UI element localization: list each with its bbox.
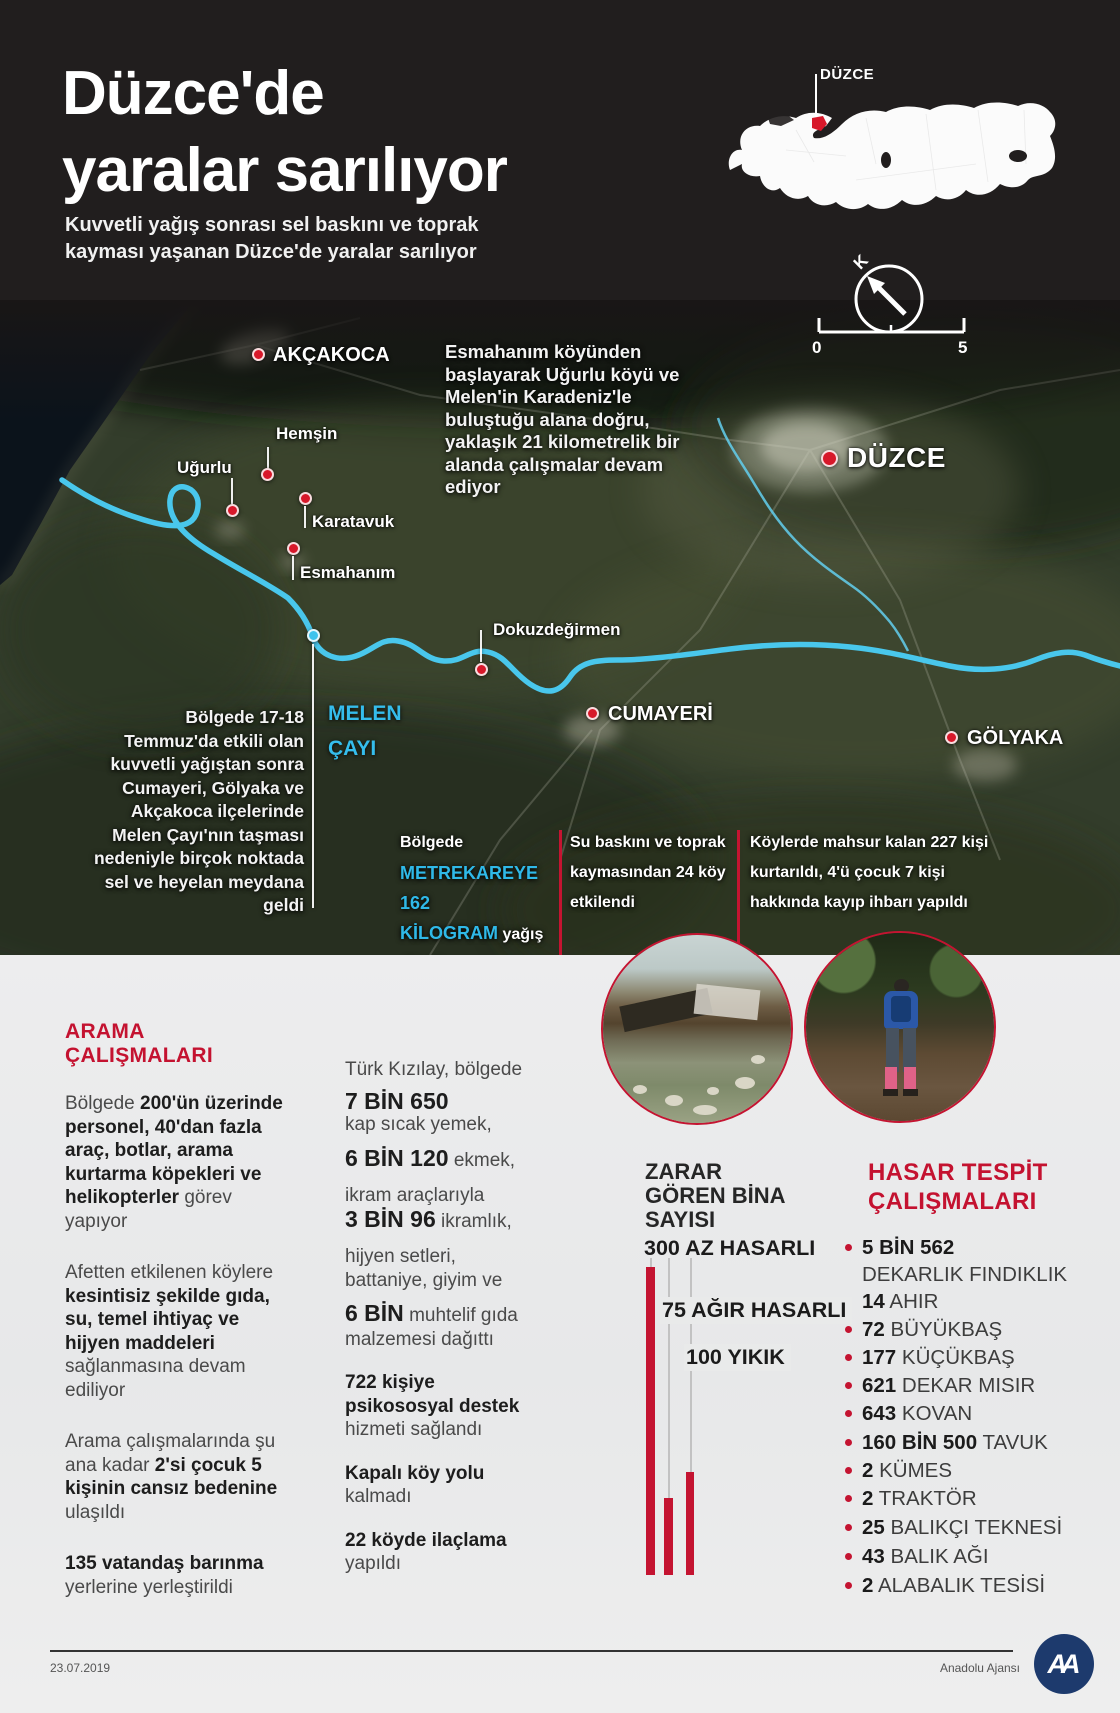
melen-cayi-label-line2: ÇAYI xyxy=(328,737,377,760)
compass-north-label: K xyxy=(849,250,872,274)
bar-yikik xyxy=(686,1472,694,1575)
rainfall-stat-highlight2: KİLOGRAM xyxy=(400,923,498,943)
scale-bar xyxy=(810,314,980,366)
duzce-locator-label: DÜZCE xyxy=(820,66,875,83)
kizilay-p1: 7 BİN 650 kap sıcak yemek, xyxy=(345,1087,492,1135)
chart-title: ZARAR GÖREN BİNA SAYISI xyxy=(645,1159,786,1232)
rainfall-stat-line3 xyxy=(400,918,570,950)
place-label-duzce: DÜZCE xyxy=(847,442,946,473)
bullet-icon xyxy=(845,1495,852,1502)
footer-rule xyxy=(50,1650,1013,1652)
turkey-inset-map xyxy=(726,60,1056,230)
footer-credit: Anadolu Ajansı xyxy=(939,1661,1020,1675)
rescue-photo xyxy=(804,931,996,1123)
map-marker-dot-akcakoca xyxy=(252,348,265,361)
rainfall-stat-rest: yağış xyxy=(498,926,544,943)
scale-end-label: 5 xyxy=(958,338,968,357)
leader-line-esmahanim xyxy=(292,556,294,580)
kizilay-intro: Türk Kızılay, bölgede xyxy=(345,1059,523,1080)
bullet-icon xyxy=(845,1244,852,1251)
map-marker-dot-esmahanim xyxy=(287,542,300,555)
search-ops-p4: 135 vatandaş barınma yerlerine yerleştirildi xyxy=(65,1553,264,1598)
place-label-esmahanim: Esmahanım xyxy=(300,563,396,582)
map-marker-dot-duzce xyxy=(821,450,838,467)
damage-item-2: 72 BÜYÜKBAŞ xyxy=(845,1318,1115,1342)
kizilay-p2: 6 BİN 120 ekmek, xyxy=(345,1144,516,1171)
damage-item-5: 643 KOVAN xyxy=(845,1402,1115,1426)
place-label-karatavuk: Karatavuk xyxy=(312,512,395,531)
b bullet-icon xyxy=(845,1582,852,1589)
map-marker-dot-golyaka xyxy=(945,731,958,744)
leader-line-ugurlu xyxy=(231,478,233,504)
bullet-icon xyxy=(845,1467,852,1474)
kizilay-p5: 6 BİN muhtelif gıda malzemesi dağıttı xyxy=(345,1300,518,1350)
search-ops-p3: Arama çalışmalarında şu ana kadar 2'si çocuk 5 kişinin cansız bedenine ulaşıldı xyxy=(65,1431,278,1523)
bullet-icon xyxy=(845,1354,852,1361)
kizilay-p8: 22 köyde ilaçlama yapıldı xyxy=(345,1529,507,1574)
map-marker-dot-karatavuk xyxy=(299,492,312,505)
place-label-cumayeri: CUMAYERİ xyxy=(608,703,713,725)
kizilay-section xyxy=(345,1058,535,1576)
damage-item-9: 25 BALIKÇI TEKNESİ xyxy=(845,1516,1115,1540)
affected-villages-stat: Su baskını ve toprak kaymasından 24 köy etkilendi xyxy=(570,834,726,911)
damage-item-6: 160 BİN 500 TAVUK xyxy=(845,1431,1115,1455)
footer-date: 23.07.2019 xyxy=(50,1661,111,1675)
aa-logo xyxy=(1034,1634,1094,1694)
flood-note: Bölgede 17-18 Temmuz'da etkili olan kuvvetli yağıştan sonra Cumayeri, Gölyaka ve Akçakoca ilçelerinde Melen Çayı'nın taşması nedeniyle birçok noktada sel ve heyelan meydana geldi xyxy=(93,707,304,915)
bar-label-yikik: 100 YIKIK xyxy=(684,1344,791,1371)
bar-label-agir: 75 AĞIR HASARLI xyxy=(660,1297,852,1324)
search-ops-p1: Bölgede 200'ün üzerinde personel, 40'dan fazla araç, botlar, arama kurtarma köpekleri ve helikopterler görev yapıyor xyxy=(65,1093,283,1232)
rainfall-stat-line1: Bölgede xyxy=(400,834,464,851)
damage-assessment-heading: HASAR TESPİT ÇALIŞMALARI xyxy=(868,1159,1048,1215)
bullet-icon xyxy=(845,1326,852,1333)
search-ops-p2: Afetten etkilenen köylere kesintisiz şekilde gıda, su, temel ihtiyaç ve hijyen maddeleri sağlanmasına devam ediliyor xyxy=(65,1262,274,1401)
page-title-line1: Düzce'de xyxy=(62,59,324,128)
map-marker-dot-dokuzdegirmen xyxy=(475,663,488,676)
bullet-icon xyxy=(845,1553,852,1560)
damage-item-8: 2 TRAKTÖR xyxy=(845,1487,1115,1511)
map-marker-dot-cumayeri xyxy=(586,707,599,720)
bar-az xyxy=(646,1267,655,1575)
damage-item-4: 621 DEKAR MISIR xyxy=(845,1374,1115,1398)
kizilay-p6: 722 kişiye psikososyal destek hizmeti sağlandı xyxy=(345,1372,520,1440)
lake-van xyxy=(1009,150,1027,162)
place-label-golyaka: GÖLYAKA xyxy=(967,727,1064,749)
scale-start-label: 0 xyxy=(812,338,822,357)
bullet-icon xyxy=(845,1382,852,1389)
kizilay-p7: Kapalı köy yolu kalmadı xyxy=(345,1462,485,1507)
bar-agir xyxy=(664,1498,673,1575)
kizilay-p4: hijyen setleri, battaniye, giyim ve xyxy=(345,1246,503,1291)
melen-cayi-dot xyxy=(307,629,320,642)
damage-item-0: 5 BİN 562 DEKARLIK FINDIKLIK xyxy=(845,1236,1115,1287)
bullet-icon xyxy=(845,1524,852,1531)
lake-tuz xyxy=(881,152,891,168)
search-ops-heading: ARAMA ÇALIŞMALARI xyxy=(65,1020,213,1067)
page-subtitle: Kuvvetli yağış sonrası sel baskını ve toprak kayması yaşanan Düzce'de yaralar sarılıyor xyxy=(65,214,479,263)
melen-cayi-line xyxy=(312,644,314,908)
place-label-dokuzdegirmen: Dokuzdeğirmen xyxy=(493,620,621,639)
kizilay-p3: ikram araçlarıyla 3 BİN 96 ikramlık, xyxy=(345,1185,512,1232)
search-ops-section xyxy=(65,1020,293,1599)
place-label-akcakoca: AKÇAKOCA xyxy=(273,344,390,366)
bullet-icon xyxy=(845,1410,852,1417)
place-label-hemsin: Hemşin xyxy=(276,424,338,443)
damage-item-11: 2 ALABALIK TESİSİ xyxy=(845,1574,1115,1598)
damage-item-10: 43 BALIK AĞI xyxy=(845,1545,1115,1569)
flood-photo xyxy=(601,933,793,1125)
damage-item-7: 2 KÜMES xyxy=(845,1459,1115,1483)
rescued-stat: Köylerde mahsur kalan 227 kişi kurtarıldı, 4'ü çocuk 7 kişi hakkında kayıp ihbarı yapıldı xyxy=(750,834,989,911)
page-title xyxy=(62,55,507,209)
leader-line-dokuzdegirmen xyxy=(480,630,482,662)
damage-item-3: 177 KÜÇÜKBAŞ xyxy=(845,1346,1115,1370)
page-title-line2: yaralar sarılıyor xyxy=(62,136,507,205)
damage-item-1: 14 AHIR xyxy=(845,1290,1115,1314)
place-label-ugurlu: Uğurlu xyxy=(177,458,232,477)
map-marker-dot-hemsin xyxy=(261,468,274,481)
rainfall-stat-highlight1: METREKAREYE 162 xyxy=(400,863,539,913)
aa-logo-text: AA xyxy=(1047,1648,1075,1679)
map-marker-dot-ugurlu xyxy=(226,504,239,517)
bar-label-az: 300 AZ HASARLI xyxy=(644,1236,816,1260)
leader-line-karatavuk xyxy=(304,506,306,528)
bullet-icon xyxy=(845,1439,852,1446)
melen-cayi-label-line1: MELEN xyxy=(328,702,402,725)
route-note: Esmahanım köyünden başlayarak Uğurlu köyü ve Melen'in Karadeniz'le buluştuğu alana doğru, yaklaşık 21 kilometrelik bir alanda çalışmalar devam ediyor xyxy=(445,341,680,497)
